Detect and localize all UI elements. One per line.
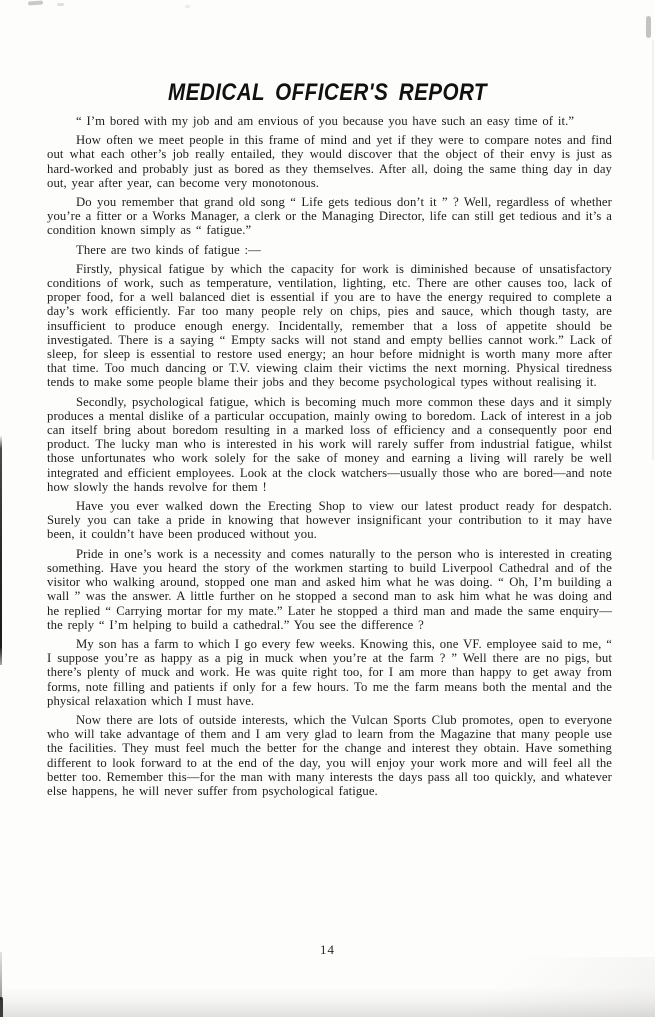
report-body xyxy=(47,114,612,798)
scan-artifact-right-edge-mark xyxy=(646,16,651,38)
paragraph-pride-in-work: Pride in one’s work is a necessity and comes naturally to the person who is interested in creating something. Have you heard the story of the workmen starting to build Liverpool Cathedral and of the visitor who walking around, stopped one man and asked him what he was doing. “ Oh, I’m building a wall ” was the answer. A little further on he stopped a second man to ask him what he was doing and he replied “ Carrying mortar for my mate.” Later he stopped a third man and made the same enquiry—the reply “ I’m helping to build a cathedral.” You see the difference ? xyxy=(47,546,612,632)
scan-artifact-right-edge-line xyxy=(652,40,654,460)
scan-artifact-bottom-right-shading xyxy=(395,957,655,1017)
scan-artifact-bottom-left-mark xyxy=(0,997,3,1017)
paragraph-two-kinds: There are two kinds of fatigue :— xyxy=(76,242,261,257)
paragraph-farm: My son has a farm to which I go every few weeks. Knowing this, one VF. employee said to me, “ I suppose you’re as happy as a pig in muck when you’re at the farm ? ” Well there are no pigs, but there’s plenty of muck and work. He was quite right too, for I am more than happy to get away from forms, note filling and patients if only for a few hours. To me the farm means both the mental and the physical relaxation which I must have. xyxy=(47,636,612,708)
paragraph-psychological-fatigue: Secondly, psychological fatigue, which is becoming much more common these days and it simply produces a mental dislike of a particular occupation, mainly owing to boredom. Lack of interest in a job can itself bring about boredom resulting in a marked loss of efficiency and a consequently poor end product. The lucky man who is interested in his work will rarely suffer from industrial fatigue, whilst those unfortunates who work solely for the sake of money and earning a living will rarely be well integrated and efficient employees. Look at the clock watchers—usually those who are bored—and note how slowly the hands revolve for them ! xyxy=(47,394,612,494)
page-number: 14 xyxy=(320,942,335,957)
paragraph-quote-opening: “ I’m bored with my job and am envious of you because you have such an easy time of it.” xyxy=(76,114,575,128)
scan-artifact-speck xyxy=(185,5,190,8)
scan-artifact-bottom-shading xyxy=(0,987,655,1017)
paragraph-physical-fatigue: Firstly, physical fatigue by which the capacity for work is diminished because of unsatisfactory conditions of work, such as temperature, ventilation, lighting, etc. There are other causes too, lack of proper food, for a well balanced diet is essential if you are to have the energy required to complete a day’s work efficiently. Far too many people rely on chips, pies and sauce, which though tasty, are insufficient to produce enough energy. Incidentally, remember that a loss of appetite should be investigated. There is a saying “ Empty sacks will not stand and empty bellies cannot work.” Lack of sleep, for sleep is essential to restore used energy; an hour before midnight is worth many more after that time. Too much dancing or T.V. viewing claim their victims the next morning. Physical tiredness tends to make some people blame their jobs and they become psychological types without realising it. xyxy=(47,261,612,390)
scan-artifact-left-edge-line xyxy=(0,435,2,665)
scan-artifact-speck xyxy=(57,3,64,6)
scan-artifact-speck xyxy=(28,0,43,5)
scan-artifact-left-edge-line-lower xyxy=(0,952,2,1000)
paragraph-sports-club: Now there are lots of outside interests, which the Vulcan Sports Club promotes, open to everyone who will take advantage of them and I am very glad to learn from the Magazine that many people use the facilities. They must feel much the better for the change and interest they obtain. Have something different to look forward to at the end of the day, you will enjoy your work more and will feel all the better too. Remember this—for the man with many interests the days pass all too quickly, and whatever else happens, he will never suffer from psychological fatigue. xyxy=(47,712,612,798)
paragraph-how-often: How often we meet people in this frame of mind and yet if they were to compare notes and find out what each other’s job really entailed, they would discover that the object of their envy is just as hard-worked and probably just as bored as they themselves. After all, doing the same thing day in day out, year after year, can become very monotonous. xyxy=(47,133,612,190)
paragraph-grand-old-song: Do you remember that grand old song “ Life gets tedious don’t it ” ? Well, regardless of whether you’re a fitter or a Works Manager, a clerk or the Managing Director, life can still get tedious and it’s a condition known simply as “ fatigue.” xyxy=(47,195,612,238)
page-title: MEDICAL OFFICER'S REPORT xyxy=(168,79,487,106)
paragraph-erecting-shop: Have you ever walked down the Erecting Shop to view our latest product ready for despatch. Surely you can take a pride in knowing that however insignificant your contribution to it may have been, it couldn’t have been produced without you. xyxy=(47,499,612,542)
